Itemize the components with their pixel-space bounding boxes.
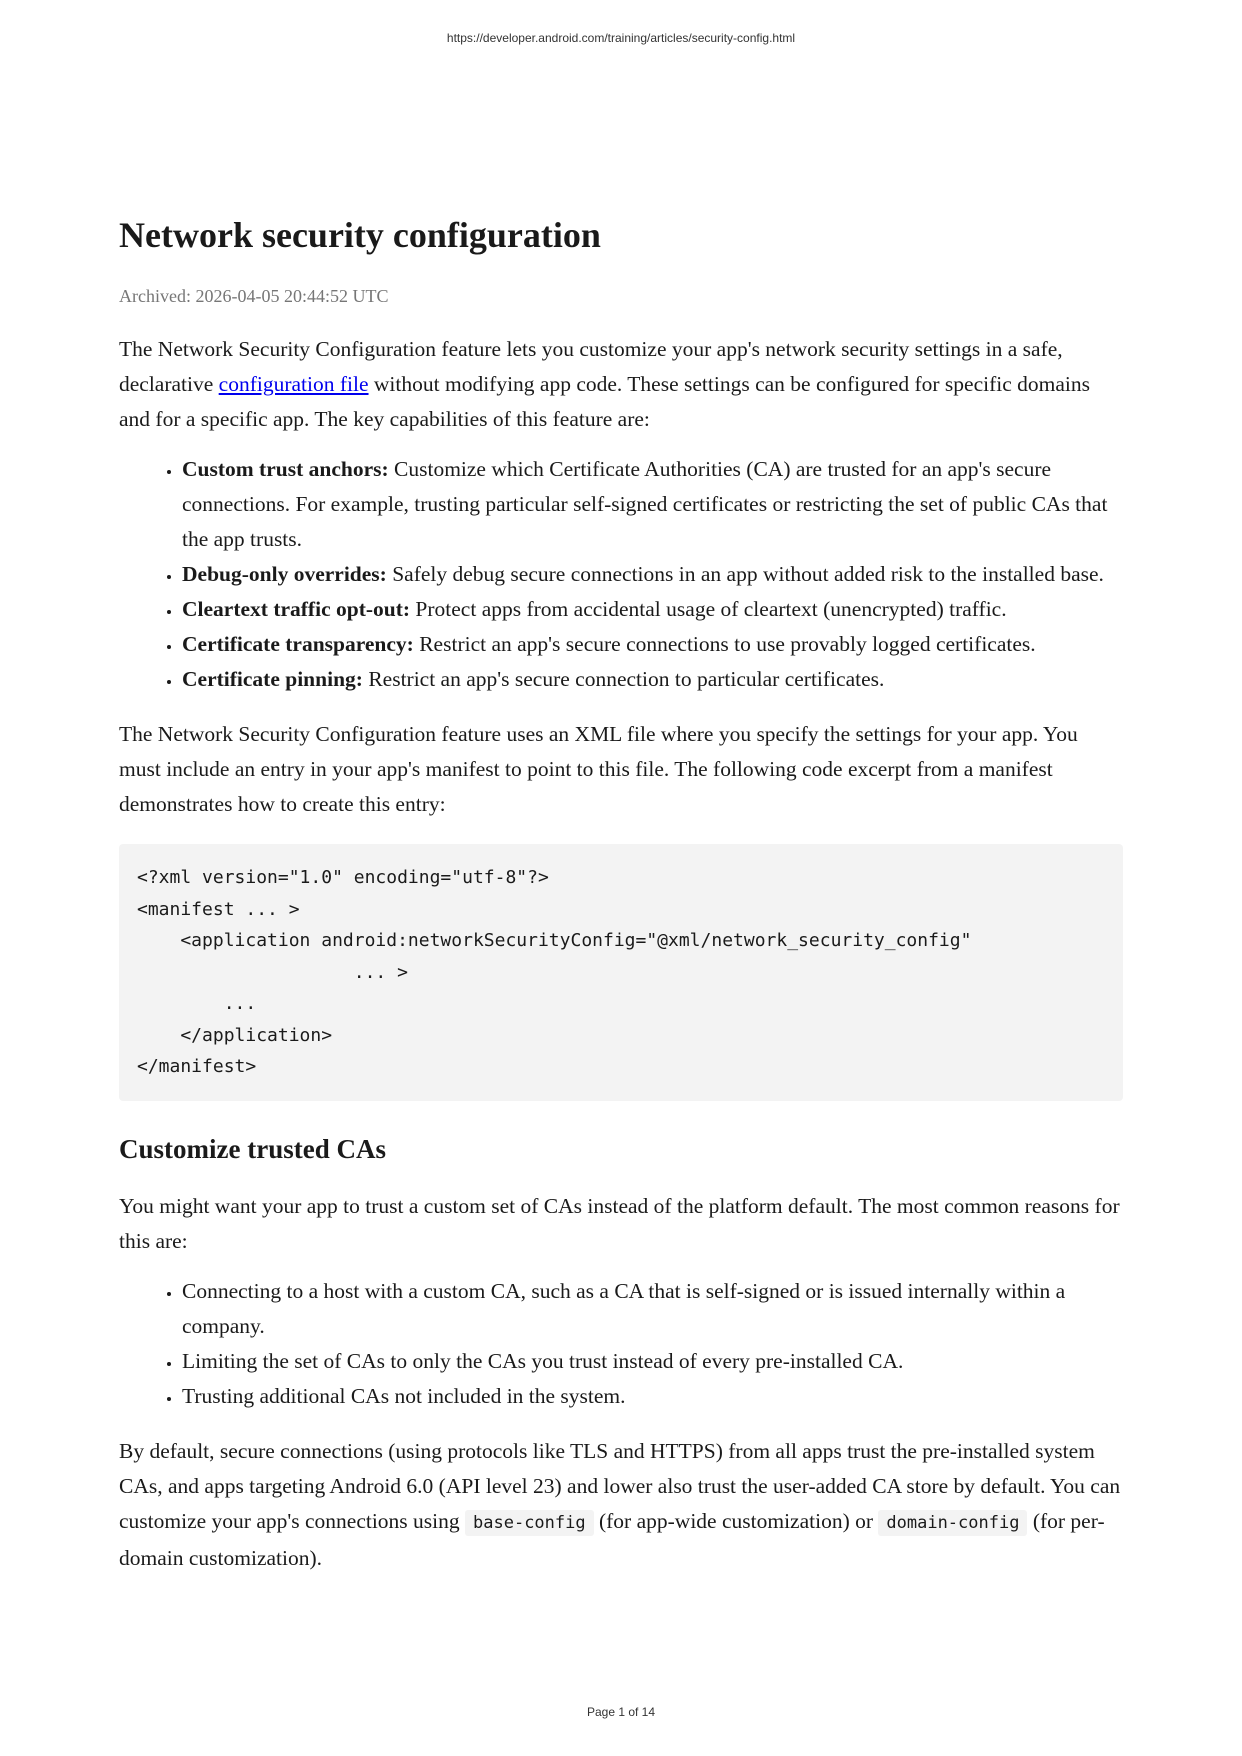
list-item: • Connecting to a host with a custom CA, such as a CA that is self-signed or is issued internally within a company. xyxy=(182,1274,1123,1344)
list-item xyxy=(182,557,1123,592)
list-item xyxy=(182,627,1123,662)
manifest-paragraph: The Network Security Configuration feature uses an XML file where you specify the settings for your app. You must include an entry in your app's manifest to point to this file. The following code excerpt from a manifest demonstrates how to create this entry: xyxy=(119,722,1078,816)
list-item-description: Safely debug secure connections in an app without added risk to the installed base. xyxy=(386,562,1104,586)
page-number: Page 1 of 14 xyxy=(586,1705,656,1719)
list-item-description: Restrict an app's secure connection to particular certificates. xyxy=(362,667,885,691)
list-item-term: Cleartext traffic opt-out: xyxy=(182,597,411,621)
default-text-part3: (for per-domain customization). xyxy=(119,1508,1105,1570)
default-text-part1: By default, secure connections (using protocols like TLS and HTTPS) from all apps trust the pre-installed system CAs, and apps targeting Android 6.0 (API level 23) and lower also trust the user-added CA store by default. You can customize your app's connections using xyxy=(119,1438,1121,1533)
list-item-description: Restrict an app's secure connections to use provably logged certificates. xyxy=(413,632,1036,656)
capabilities-list xyxy=(119,452,1123,697)
section-intro-paragraph: You might want your app to trust a custom set of CAs instead of the platform default. The most common reasons for this are: xyxy=(119,1193,1120,1253)
list-item-term: Certificate transparency: xyxy=(182,632,414,656)
page-url: https://developer.android.com/training/articles/security-config.html xyxy=(446,31,796,45)
page-title: Network security configuration xyxy=(119,215,601,255)
list-item: • Limiting the set of CAs to only the CAs you trust instead of every pre-installed CA. xyxy=(182,1344,1123,1379)
list-item xyxy=(182,662,1123,697)
code-block[interactable]: <?xml version="1.0" encoding="utf-8"?> <manifest ... > <application android:networkSecurityConfig="@xml/network_security_config" ... > ... </application> </manifest> xyxy=(119,844,1123,1101)
configuration-file-link[interactable]: configuration file xyxy=(218,372,369,396)
list-item-description: Customize which Certificate Authorities (CA) are trusted for an app's secure connections. For example, trusting particular self-signed certificates or restricting the set of public CAs that the app trusts. xyxy=(182,457,1108,551)
section-heading: Customize trusted CAs xyxy=(119,1133,386,1164)
intro-paragraph xyxy=(119,332,1123,437)
domain-config-code: domain-config xyxy=(878,1510,1027,1536)
list-item-term: Debug-only overrides: xyxy=(182,562,387,586)
list-item: • Trusting additional CAs not included in the system. xyxy=(182,1379,1123,1414)
default-config-paragraph xyxy=(119,1434,1123,1576)
article xyxy=(119,210,1123,1576)
base-config-code: base-config xyxy=(465,1510,594,1536)
list-item xyxy=(182,592,1123,627)
default-text-part2: (for app-wide customization) or xyxy=(593,1508,879,1533)
intro-text-before-link: The Network Security Configuration feature lets you customize your app's network security settings in a safe, declarative xyxy=(119,337,1063,396)
list-item xyxy=(182,452,1123,557)
archived-timestamp: Archived: 2026-04-05 20:44:52 UTC xyxy=(119,286,389,306)
list-item-term: Custom trust anchors: xyxy=(182,457,389,481)
list-item-term: Certificate pinning: xyxy=(182,667,363,691)
intro-text-after-link: without modifying app code. These settings can be configured for specific domains and for a specific app. The key capabilities of this feature are: xyxy=(119,372,1090,431)
reasons-list xyxy=(119,1274,1123,1414)
list-item-description: Protect apps from accidental usage of cleartext (unencrypted) traffic. xyxy=(410,597,1007,621)
